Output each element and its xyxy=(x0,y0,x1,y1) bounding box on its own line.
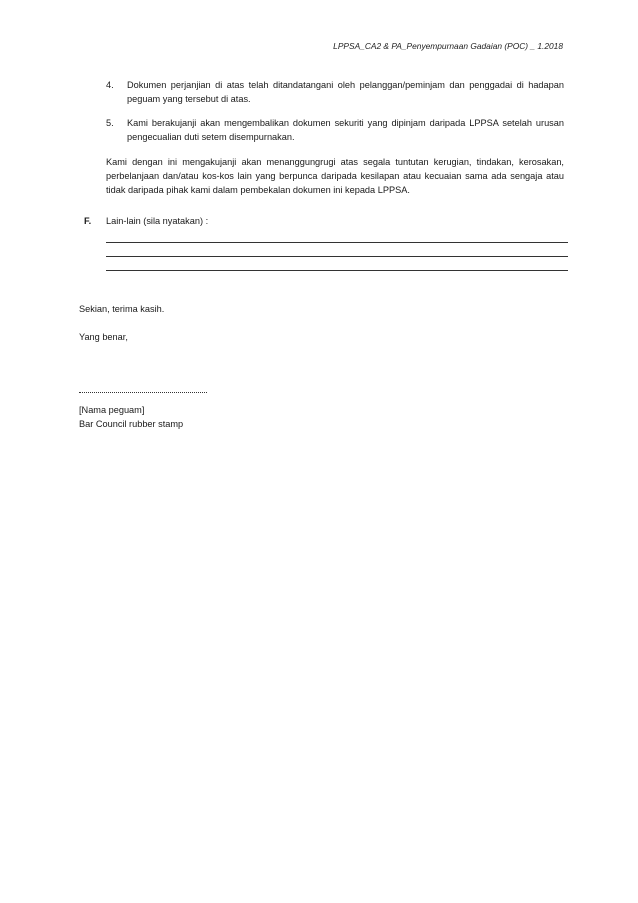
signature-line xyxy=(79,392,207,393)
stamp-label: Bar Council rubber stamp xyxy=(79,419,184,429)
item-number: 4. xyxy=(106,80,114,90)
item-text-line: Dokumen perjanjian di atas telah ditandatangani oleh pelanggan/peminjam dan penggadai di hadapan xyxy=(127,80,564,90)
item-text xyxy=(127,78,564,106)
paragraph-line: Kami dengan ini mengakujanji akan menanggungrugi atas segala tuntutan kerugian, tindakan, kerosakan, xyxy=(106,157,564,167)
section-letter: F. xyxy=(84,216,92,226)
item-number: 5. xyxy=(106,118,114,128)
item-text-line: Kami berakujanji akan mengembalikan dokumen sekuriti yang dipinjam daripada LPPSA setelah urusan xyxy=(127,118,564,128)
blank-fill-line xyxy=(106,270,568,271)
signatory-name: [Nama peguam] xyxy=(79,405,145,415)
section-title: Lain-lain (sila nyatakan) : xyxy=(106,216,209,226)
item-text-line: peguam yang tersebut di atas. xyxy=(127,94,251,104)
paragraph-line: perbelanjaan dan/atau kos-kos lain yang berpunca daripada kesilapan atau kecuaian sama ada sengaja atau xyxy=(106,171,564,181)
item-text xyxy=(127,116,564,144)
running-header: LPPSA_CA2 & PA_Penyempurnaan Gadaian (POC) _ 1.2018 xyxy=(333,41,563,51)
item-text-line: pengecualian duti setem disempurnakan. xyxy=(127,132,295,142)
blank-fill-line xyxy=(106,242,568,243)
salutation: Sekian, terima kasih. xyxy=(79,304,165,314)
blank-fill-line xyxy=(106,256,568,257)
undertaking-paragraph xyxy=(106,155,564,197)
paragraph-line: tidak daripada pihak kami dalam pembekalan dokumen ini kepada LPPSA. xyxy=(106,185,410,195)
sign-off: Yang benar, xyxy=(79,332,128,342)
